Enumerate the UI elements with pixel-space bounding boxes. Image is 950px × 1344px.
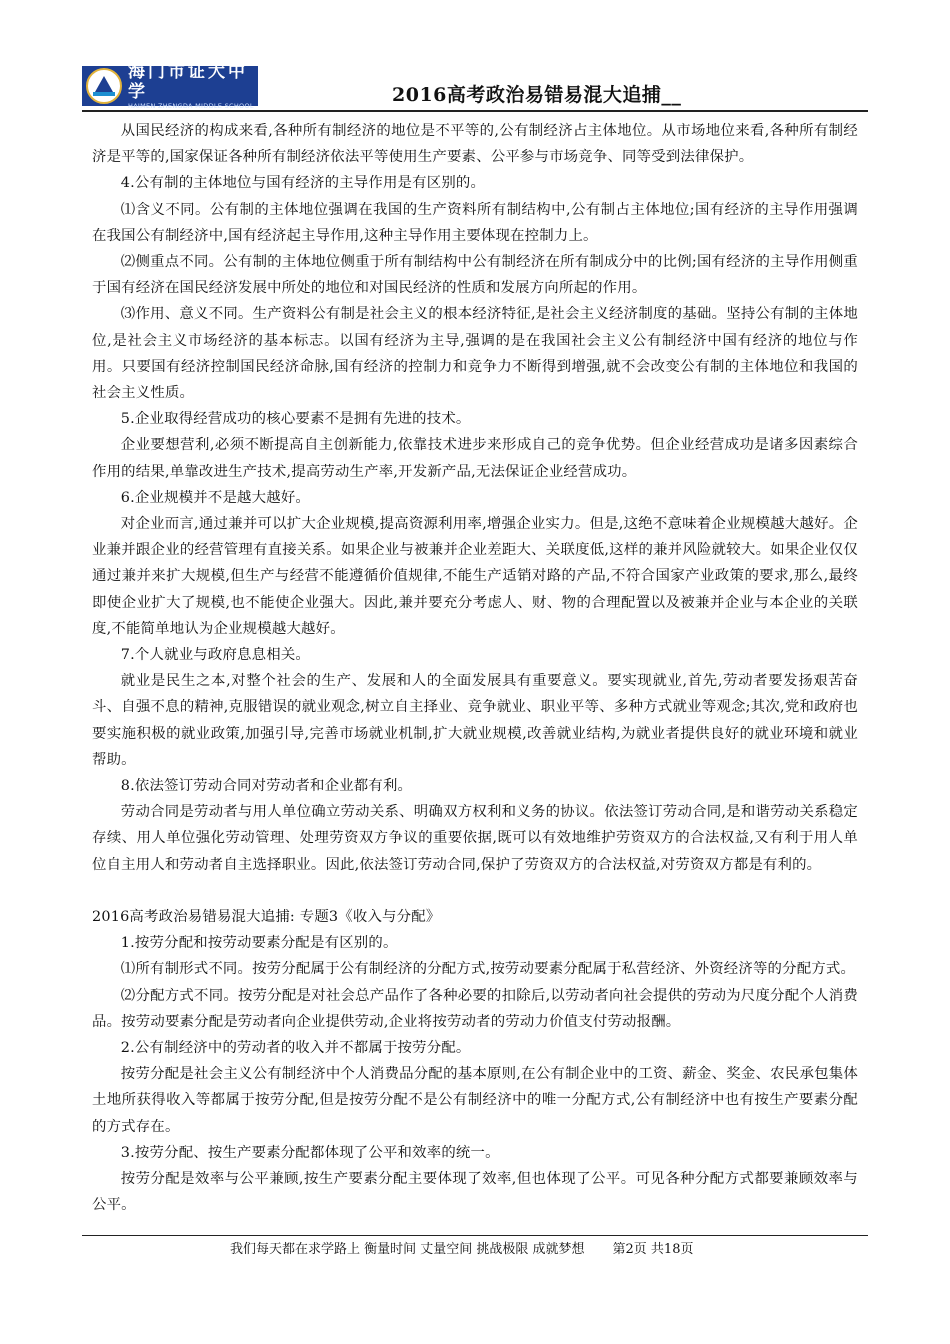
logo-chinese-name: 海门市证大中学: [128, 61, 248, 102]
paragraph: ⑴所有制形式不同。按劳分配属于公有制经济的分配方式,按劳动要素分配属于私营经济、外资经济等的分配方式。: [120, 961, 856, 978]
page-number: 第2页 共18页: [612, 1242, 694, 1257]
paragraph: 4.公有制的主体地位与国有经济的主导作用是有区别的。: [120, 175, 486, 192]
paragraph: 5.企业取得经营成功的核心要素不是拥有先进的技术。: [120, 411, 471, 428]
header-title: 2016高考政治易错易混大追捕__: [392, 84, 682, 106]
paragraph: ⑵侧重点不同。公有制的主体地位侧重于所有制结构中公有制经济在所有制成分中的比例;国有经济的主导作用侧重于国有经济在国民经济发展中所处的地位和对国民经济的性质和发展方向所起的作用。: [92, 254, 858, 297]
footer-divider: [82, 1235, 868, 1236]
paragraph: 按劳分配是效率与公平兼顾,按生产要素分配主要体现了效率,但也体现了公平。可见各种分配方式都要兼顾效率与公平。: [92, 1170, 858, 1214]
section-title: 2016高考政治易错易混大追捕: 专题3《收入与分配》: [92, 908, 441, 925]
paragraph: 按劳分配是社会主义公有制经济中个人消费品分配的基本原则,在公有制企业中的工资、薪金、奖金、农民承包集体土地所获得收入等都属于按劳分配,但是按劳分配不是公有制经济中的唯一分配方式,公有制经济中也有按生产要素分配的方式存在。: [92, 1066, 858, 1135]
paragraph: 就业是民生之本,对整个社会的生产、发展和人的全面发展具有重要意义。要实现就业,首先,劳动者要发扬艰苦奋斗、自强不息的精神,克服错误的就业观念,树立自主择业、竞争就业、职业平等、多种方式就业等观念;其次,党和政府也要实施积极的就业政策,加强引导,完善市场就业机制,扩大就业规模,改善就业结构,为就业者提供良好的就业环境和就业帮助。: [92, 673, 858, 768]
paragraph: 7.个人就业与政府息息相关。: [120, 647, 311, 664]
paragraph: 对企业而言,通过兼并可以扩大企业规模,提高资源利用率,增强企业实力。但是,这绝不意味着企业规模越大越好。企业兼并跟企业的经营管理有直接关系。如果企业与被兼并企业差距大、关联度低,这样的兼并风险就较大。如果企业仅仅通过兼并来扩大规模,但生产与经营不能遵循价值规律,不能生产适销对路的产品,不符合国家产业政策的要求,那么,最终即使企业扩大了规模,也不能使企业强大。因此,兼并要充分考虑人、财、物的合理配置以及被兼并企业与本企业的关联度,不能简单地认为企业规模越大越好。: [92, 516, 858, 637]
paragraph: ⑵分配方式不同。按劳分配是对社会总产品作了各种必要的扣除后,以劳动者向社会提供的劳动为尺度分配个人消费品。按劳动要素分配是劳动者向企业提供劳动,企业将按劳动者的劳动力价值支付劳动报酬。: [92, 987, 858, 1030]
paragraph: 从国民经济的构成来看,各种所有制经济的地位是不平等的,公有制经济占主体地位。从市场地位来看,各种所有制经济是平等的,国家保证各种所有制经济依法平等使用生产要素、公平参与市场竞争、同等受到法律保护。: [92, 123, 858, 166]
paragraph: 8.依法签订劳动合同对劳动者和企业都有利。: [120, 778, 413, 795]
paragraph: 企业要想营利,必须不断提高自主创新能力,依靠技术进步来形成自己的竞争优势。但企业经营成功是诸多因素综合作用的结果,单靠改进生产技术,提高劳动生产率,开发新产品,无法保证企业经营成功。: [92, 437, 858, 480]
page-header: [82, 61, 868, 112]
logo-english-name: HAIMEN ZHENGDA MIDDLE SCHOOL: [128, 101, 254, 110]
paragraph: ⑴含义不同。公有制的主体地位强调在我国的生产资料所有制结构中,公有制占主体地位;国有经济的主导作用强调在我国公有制经济中,国有经济起主导作用,这种主导作用主要体现在控制力上。: [92, 201, 858, 244]
footer-motto: 我们每天都在求学路上 衡量时间 丈量空间 挑战极限 成就梦想: [230, 1242, 585, 1257]
school-emblem-icon: [86, 68, 122, 104]
school-logo: [82, 61, 258, 110]
paragraph: 6.企业规模并不是越大越好。: [120, 489, 311, 506]
paragraph: 2.公有制经济中的劳动者的收入并不都属于按劳分配。: [120, 1039, 471, 1056]
paragraph: 劳动合同是劳动者与用人单位确立劳动关系、明确双方权利和义务的协议。依法签订劳动合同,是和谐劳动关系稳定存续、用人单位强化劳动管理、处理劳资双方争议的重要依据,既可以有效地维护劳资双方的合法权益,又有利于用人单位自主用人和劳动者自主选择职业。因此,依法签订劳动合同,保护了劳资双方的合法权益,对劳资双方都是有利的。: [92, 804, 858, 873]
document-body: [92, 118, 858, 1218]
paragraph: 1.按劳分配和按劳动要素分配是有区别的。: [120, 935, 398, 952]
page-footer: [230, 1238, 693, 1257]
paragraph: 3.按劳分配、按生产要素分配都体现了公平和效率的统一。: [120, 1144, 500, 1161]
paragraph: ⑶作用、意义不同。生产资料公有制是社会主义的根本经济特征,是社会主义经济制度的基础。坚持公有制的主体地位,是社会主义市场经济的基本标志。以国有经济为主导,强调的是在我国社会主义公有制经济中国有经济的地位与作用。只要国有经济控制国民经济命脉,国有经济的控制力和竞争力不断得到增强,就不会改变公有制的主体地位和我国的社会主义性质。: [92, 306, 858, 402]
